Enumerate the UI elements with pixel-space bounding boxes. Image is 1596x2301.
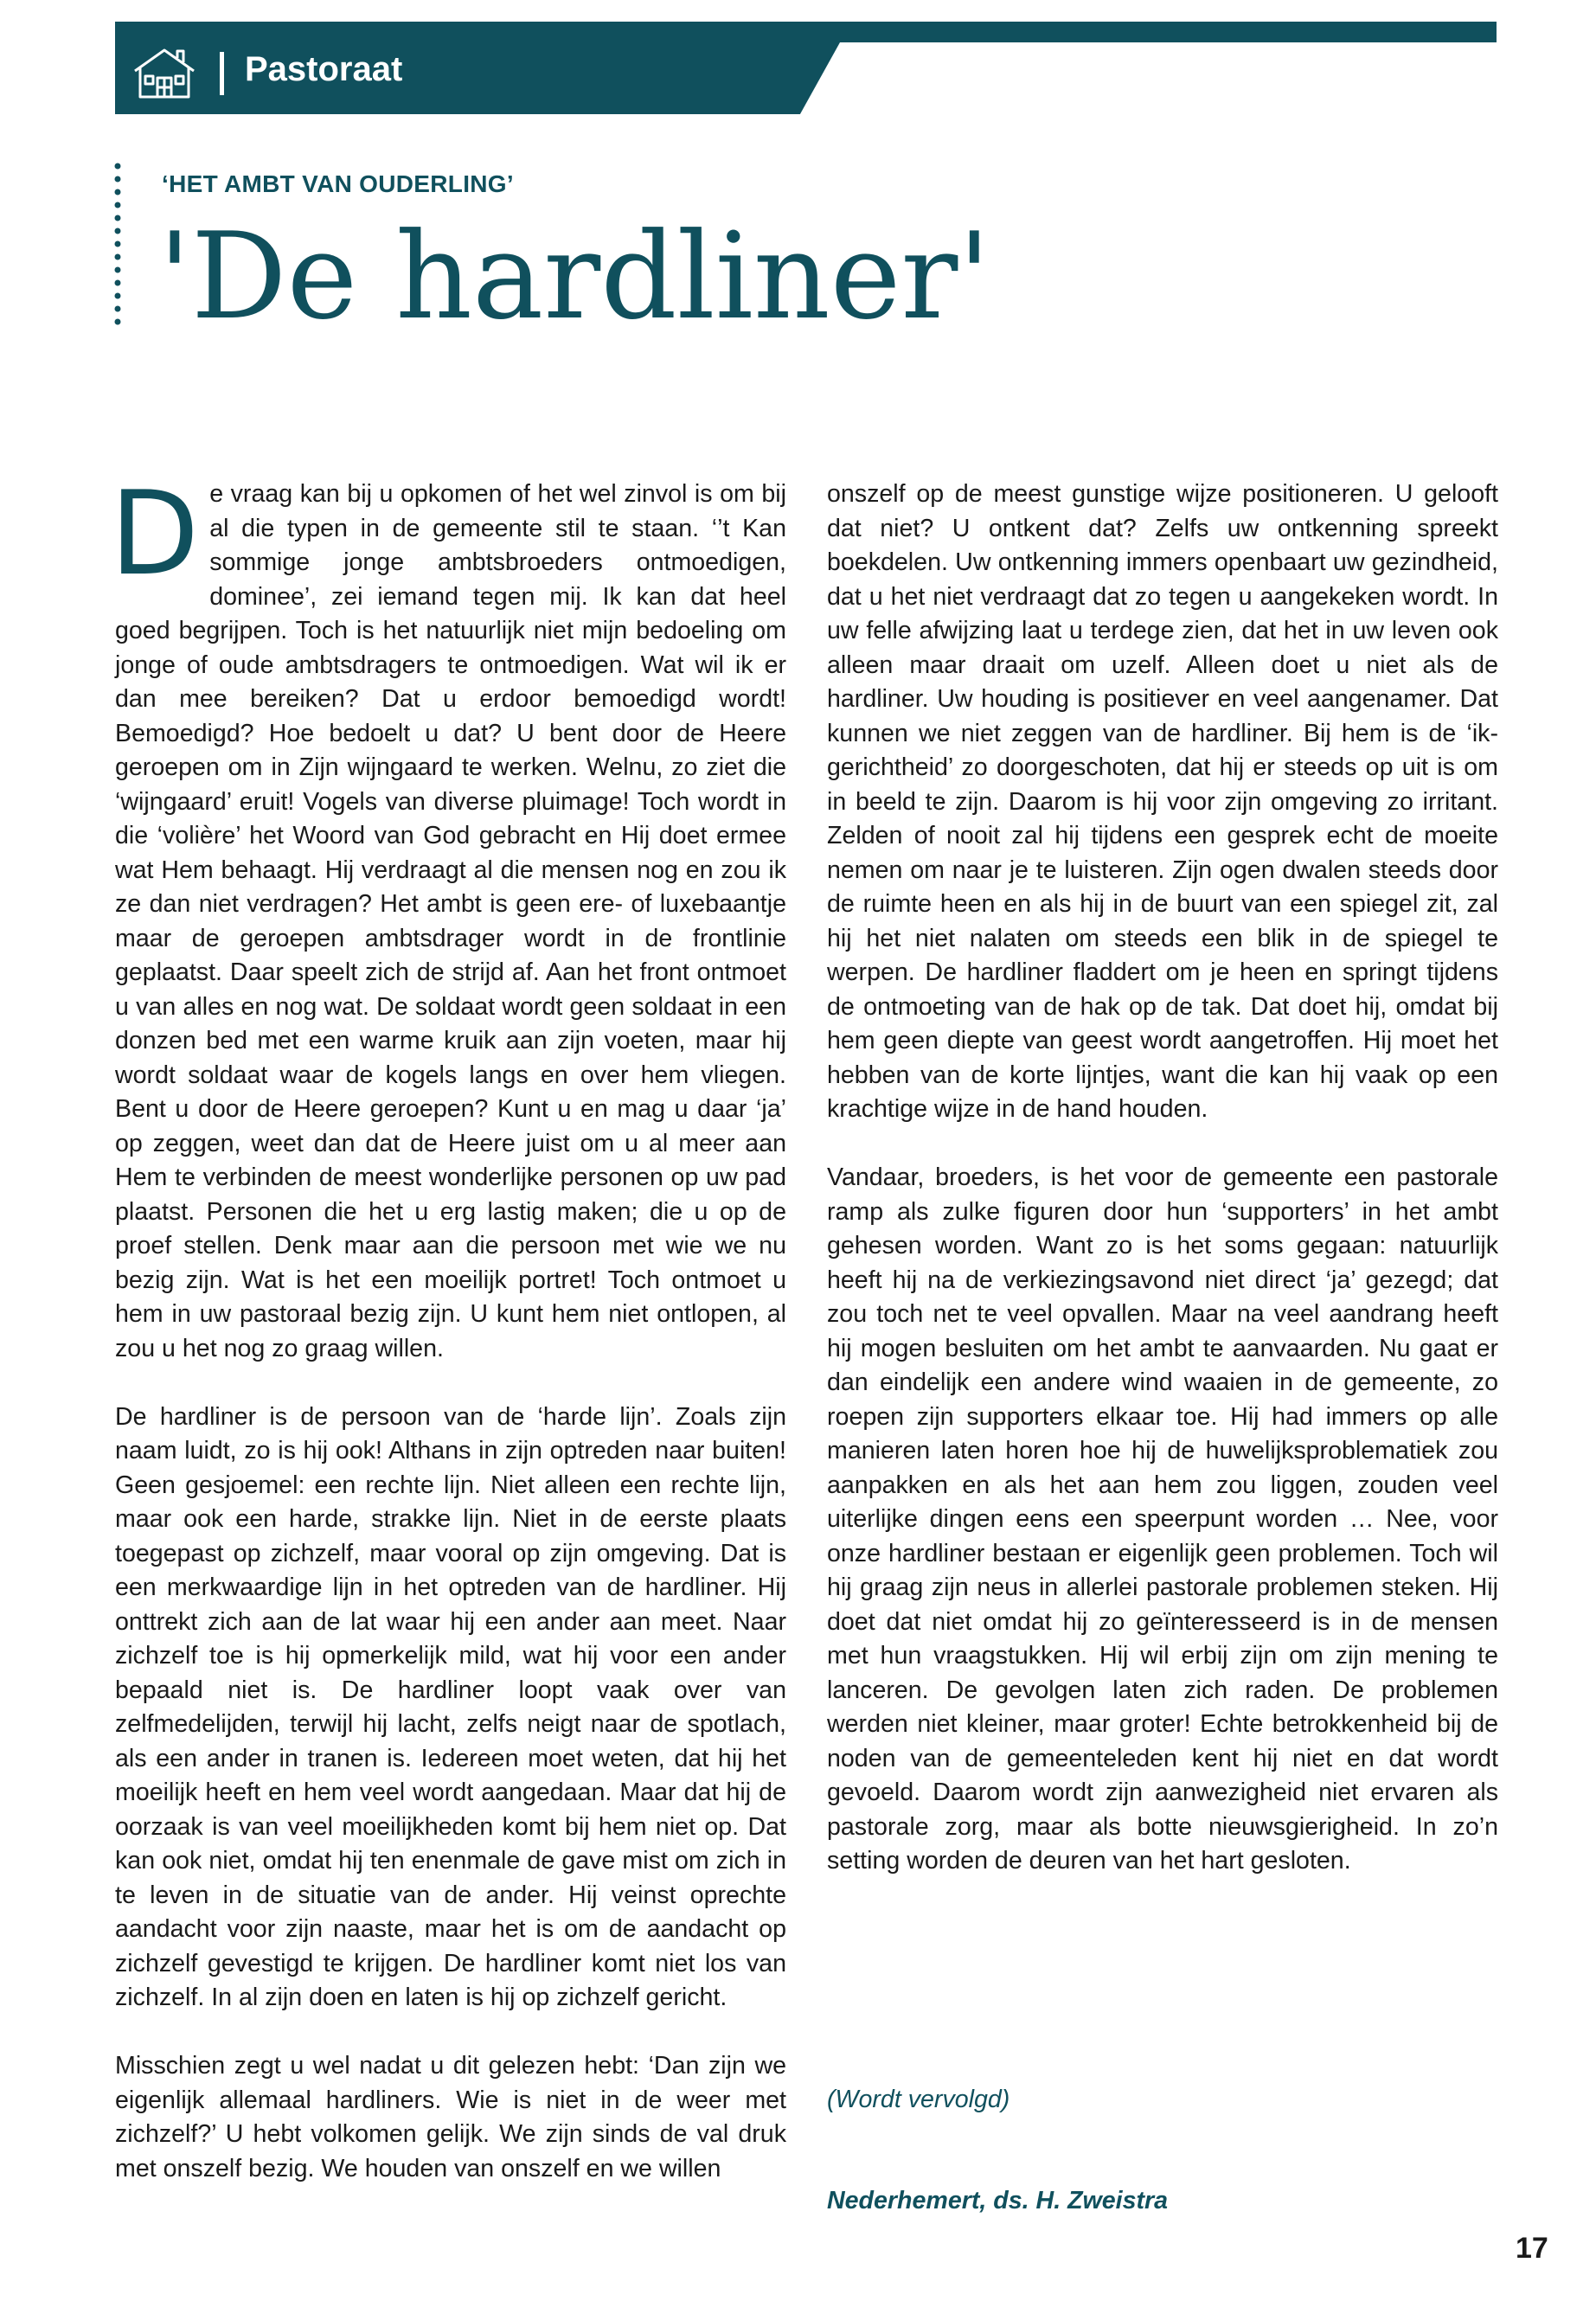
header-separator <box>220 52 224 95</box>
house-icon <box>130 42 199 106</box>
paragraph: Misschien zegt u wel nadat u dit gelezen hebt: ‘Dan zijn we eigenlijk allemaal hardliners. Wie is niet in de weer met zichzelf?’ U hebt volkomen gelijk. We zijn sinds de val druk met onszelf bezig. We houden van onszelf en we willen <box>115 2052 786 2182</box>
right-column <box>827 478 1498 2253</box>
paragraph: Vandaar, broeders, is het voor de gemeente een pastorale ramp als zulke figuren door hun ‘supporters’ in het ambt gehesen worden. Want zo is het soms gegaan: natuurlijk heeft hij na de verkiezingsavond niet direct ‘ja’ gezegd; dat zou toch net te veel opvallen. Maar na veel aandrang heeft hij mogen besluiten om het ambt te aanvaarden. Nu gaat er dan eindelijk een andere wind waaien in de gemeente, zo roepen zijn supporters elkaar toe. Hij had immers op alle manieren laten horen hoe hij de huwelijksproblematiek zou aanpakken en als het aan hem zou liggen, zouden veel uiterlijke dingen eens een speerpunt worden … Nee, voor onze hardliner bestaan er eigenlijk geen problemen. Toch wil hij graag zijn neus in allerlei pastorale problemen steken. Hij doet dat niet omdat hij zo geïnteresseerd is in de mensen met hun vraagstukken. Hij wil erbij zijn om zijn mening te lanceren. De gevolgen laten zich raden. De problemen werden niet kleiner, maar groter! Echte betrokkenheid bij de noden van de gemeenteleden kent hij niet en dat wordt gevoeld. Daarom wordt zijn aanwezigheid niet ervaren als pastorale zorg, maar als botte nieuwsgierigheid. In zo’n setting worden de deuren van het hart gesloten. <box>827 1163 1498 1875</box>
drop-cap: D <box>110 466 200 601</box>
header-top-rule <box>115 22 1497 42</box>
article-title: 'De hardliner' <box>158 207 991 346</box>
left-column <box>110 466 786 2186</box>
continued-note: (Wordt vervolgd) <box>827 2086 1010 2113</box>
author-signature: Nederhemert, ds. H. Zweistra <box>827 2187 1169 2214</box>
paragraph-text: e vraag kan bij u opkomen of het wel zinvol is om bij al die typen in de gemeente stil te staan. ‘’t Kan sommige jonge ambtsbroeders ontmoedigen, dominee’, zei iemand tegen mij. Ik kan dat heel goed begrijpen. Toch is het natuurlijk niet mijn bedoeling om jonge of oude ambtsdragers te ontmoedigen. Wat wil ik er dan mee bereiken? Dat u erdoor bemoedigd wordt! Bemoedigd? Hoe bedoelt u dat? U bent door de Heere geroepen om in Zijn wijngaard te werken. Welnu, zo ziet die ‘wijngaard’ eruit! Vogels van diverse pluimage! Toch wordt in die ‘volière’ het Woord van God gebracht en Hij doet ermee wat Hem behaagt. Hij verdraagt al die mensen nog en zou ik ze dan niet verdragen? Het ambt is geen ere- of luxebaantje maar de geroepen ambtsdrager wordt in de frontlinie geplaatst. Daar speelt zich de strijd af. Aan het front ontmoet u van alles en nog wat. De soldaat wordt geen soldaat in een donzen bed met een warme kruik aan zijn voeten, maar hij wordt soldaat waar de kogels langs en over hem vliegen. Bent u door de Heere geroepen? Kunt u en mag u daar ‘ja’ op zeggen, weet dan dat de Heere juist om u al meer aan Hem te verbinden de meest wonderlijke personen op uw pad plaatst. Personen die het u erg lastig maken; die u op de proef stellen. Denk maar aan die persoon met wie we nu bezig zijn. Wat is het een moeilijk portret! Toch ontmoet u hem in uw pastoraal bezig zijn. U kunt hem niet ontlopen, al zou u het nog zo graag willen. <box>115 480 786 1362</box>
column-spacer <box>827 1913 1498 2083</box>
article-kicker: ‘HET AMBT VAN OUDERLING’ <box>162 170 514 197</box>
paragraph: De hardliner is de persoon van de ‘harde lijn’. Zoals zijn naam luidt, zo is hij ook! Althans in zijn optreden naar buiten! Geen gesjoemel: een rechte lijn. Niet alleen een rechte lijn, maar ook een harde, strakke lijn. Niet in de eerste plaats toegepast op zichzelf, maar vooral op zijn omgeving. Dat is een merkwaardige lijn in het optreden van de hardliner. Hij onttrekt zich aan de lat waar hij een ander aan meet. Naar zichzelf toe is hij opmerkelijk mild, wat hij voor een ander bepaald niet is. De hardliner loopt vaak over van zelfmedelijden, terwijl hij lacht, zelfs neigt naar de spotlach, als een ander in tranen is. Iedereen moet weten, dat hij het moeilijk heeft en hem veel wordt aangedaan. Maar dat hij de oorzaak is van veel moeilijkheden komt bij hem niet op. Dat kan ook niet, omdat hij ten enenmale de gave mist om zich in te leven in de situatie van de ander. Hij veinst oprechte aandacht voor zijn naaste, maar het is om de aandacht op zichzelf gevestigd te krijgen. De hardliner komt niet los van zichzelf. In al zijn doen en laten is hij op zichzelf gericht. <box>115 1402 786 2011</box>
column-spacer <box>827 2151 1498 2184</box>
section-title: Pastoraat <box>245 50 403 88</box>
paragraph: onszelf op de meest gunstige wijze positioneren. U gelooft dat niet? U ontkent dat? Zelfs uw ontkenning spreekt boekdelen. Uw ontkenning immers openbaart uw gezindheid, dat u het niet verdraagt dat zo tegen u aangekeken wordt. In uw felle afwijzing laat u terdege zien, dat het in uw leven ook alleen maar draait om uzelf. Alleen doet u niet als de hardliner. Uw houding is positiever en veel aangenamer. Dat kunnen we niet zeggen van de hardliner. Bij hem is de ‘ik-gerichtheid’ zo doorgeschoten, dat hij er steeds op uit is om in beeld te zijn. Daarom is hij voor zijn omgeving zo irritant. Zelden of nooit zal hij tijdens een gesprek echt de moeite nemen om naar je te luisteren. Zijn ogen dwalen steeds door de ruimte heen en als hij in de buurt van een spiegel zit, zal hij het niet nalaten om steeds een blik in de spiegel te werpen. De hardliner fladdert om je heen en springt tijdens de ontmoeting van de hak op de tak. Dat doet hij, omdat bij hem geen diepte van geest wordt aangetroffen. Hij moet het hebben van de korte lijntjes, want die kan hij vaak op een krachtige wijze in de hand houden. <box>827 480 1498 1123</box>
dotted-rule <box>112 161 123 334</box>
paragraph <box>110 466 786 1366</box>
page-number: 17 <box>1516 2232 1548 2265</box>
